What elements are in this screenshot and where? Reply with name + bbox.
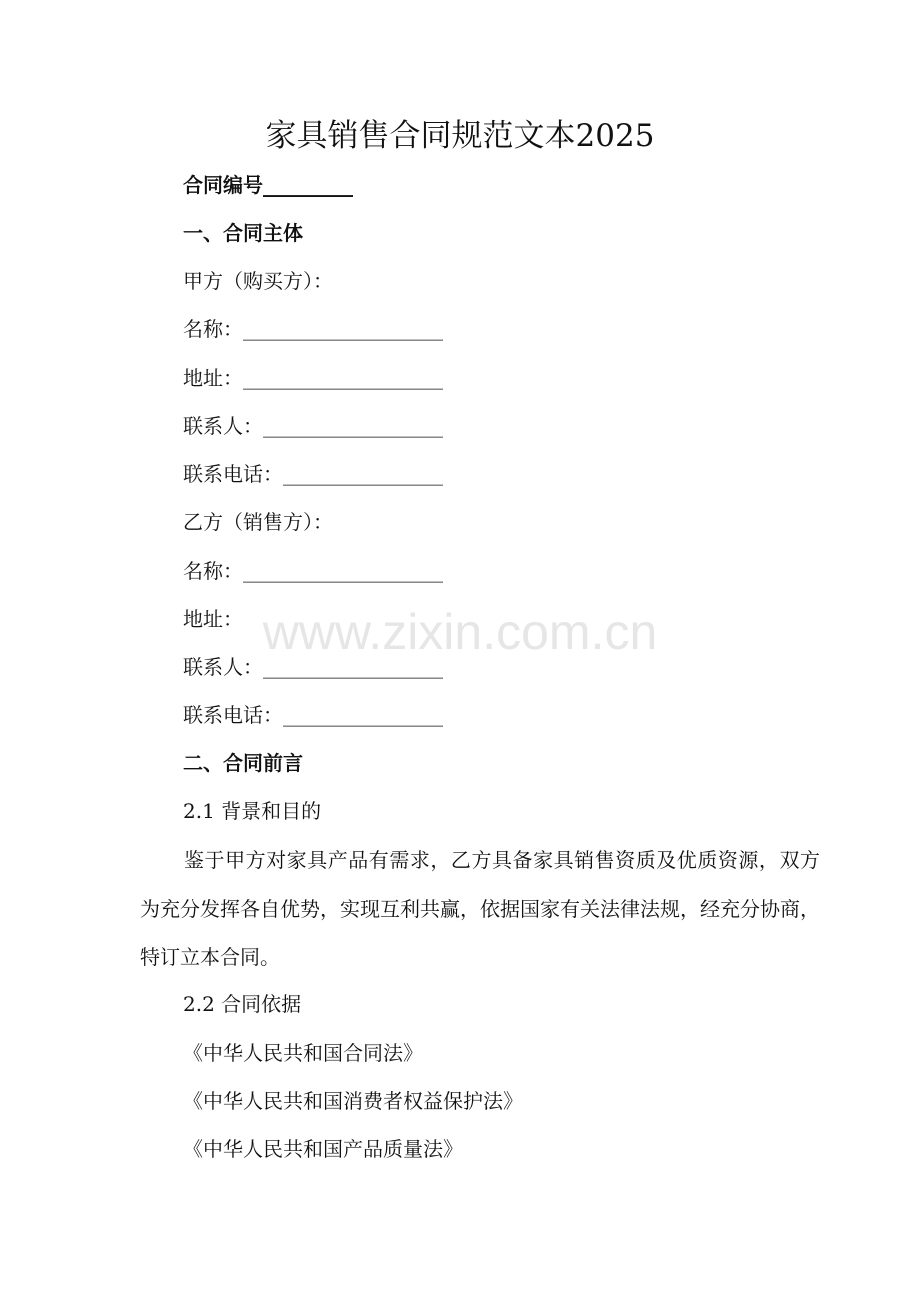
party-b-contact-line [183,652,443,682]
party-b-address-line [183,604,243,634]
party-a-address-label: 地址： [183,366,243,390]
law-item: 《中华人民共和国合同法》 [183,1041,423,1065]
party-b-contact-label: 联系人： [183,655,263,679]
party-b-phone-label: 联系电话： [183,703,283,727]
party-a-phone-blank: ________________ [283,462,443,486]
party-a-phone-line [183,459,443,489]
party-b-name-line [183,556,443,586]
watermark: www.zixin.com.cn [262,604,658,660]
contract-number-line [183,170,353,200]
party-a-contact-label: 联系人： [183,414,263,438]
party-b-contact-blank: __________________ [263,655,443,679]
party-b-name-blank: ____________________ [243,559,443,583]
party-a-contact-blank: __________________ [263,414,443,438]
document-title: 家具销售合同规范文本2025 [265,118,655,154]
party-a-address-line [183,363,443,393]
party-b-name-label: 名称： [183,559,243,583]
party-a-name-line [183,314,443,344]
law-item: 《中华人民共和国产品质量法》 [183,1137,463,1161]
party-a-name-label: 名称： [183,317,243,341]
subsection-2-2-heading: 2.2 合同依据 [183,992,302,1016]
party-b-address-label: 地址： [183,607,243,631]
party-a-phone-label: 联系电话： [183,462,283,486]
subsection-2-1-heading: 2.1 背景和目的 [183,799,322,823]
party-a-name-blank: ____________________ [243,317,443,341]
party-a-label: 甲方（购买方）： [183,269,333,293]
contract-number-label: 合同编号 [183,173,263,197]
law-item: 《中华人民共和国消费者权益保护法》 [183,1089,523,1113]
party-a-contact-line [183,411,443,441]
party-b-phone-line [183,700,443,730]
party-b-label: 乙方（销售方）： [183,510,333,534]
party-b-phone-blank: ________________ [283,703,443,727]
section-1-heading: 一、合同主体 [183,221,303,245]
contract-number-blank: _________ [263,173,353,197]
background-paragraph: 鉴于甲方对家具产品有需求，乙方具备家具销售资质及优质资源，双方为充分发挥各自优势，实现互利共赢，依据国家有关法律法规，经充分协商，特订立本合同。 [140,848,820,969]
party-a-address-blank: ____________________ [243,366,443,390]
section-2-heading: 二、合同前言 [183,751,303,775]
